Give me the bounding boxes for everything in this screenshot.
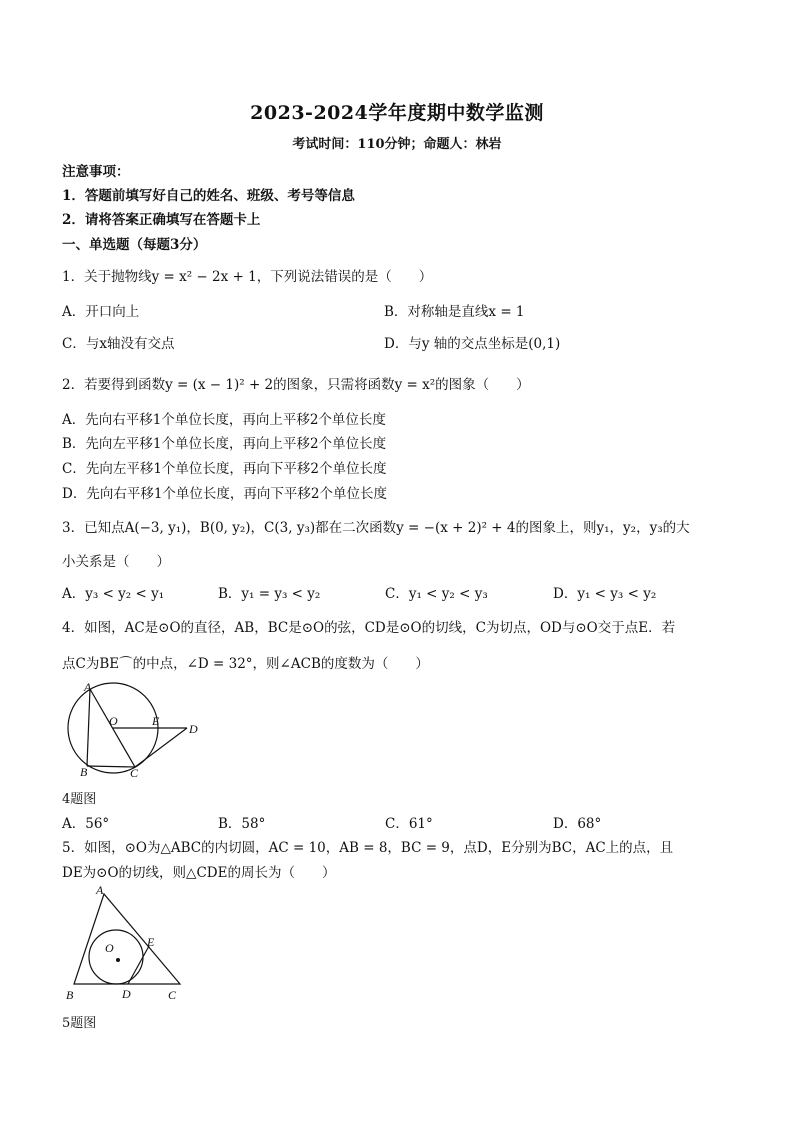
question-5-stem-cont: DE为⊙O的切线，则△CDE的周长为（ ） bbox=[62, 865, 336, 881]
q2-option-a: A．先向右平移1个单位长度，再向上平移2个单位长度 bbox=[62, 412, 386, 428]
q4-figure-caption: 4题图 bbox=[62, 792, 97, 807]
label-e: E bbox=[152, 714, 160, 728]
q4-option-b: B．58° bbox=[218, 816, 266, 832]
q5-incircle-figure bbox=[62, 884, 192, 1006]
q1-option-b: B．对称轴是直线x = 1 bbox=[384, 304, 525, 320]
exam-subtitle: 考试时间：110分钟；命题人：林岩 bbox=[292, 137, 502, 152]
label-a: A bbox=[96, 884, 104, 897]
question-3-stem: 3．已知点A(−3, y₁)，B(0, y₂)，C(3, y₃)都在二次函数y = −(x + 2)² + 4的图象上，则y₁，y₂，y₃的大 bbox=[62, 520, 690, 536]
section-heading: 一、单选题（每题3分） bbox=[62, 237, 207, 253]
q2-option-c: C．先向左平移1个单位长度，再向下平移2个单位长度 bbox=[62, 461, 387, 477]
question-4-stem: 4．如图，AC是⊙O的直径，AB，BC是⊙O的弦，CD是⊙O的切线，C为切点，OD与⊙O交于点E．若 bbox=[62, 620, 676, 636]
label-o: O bbox=[109, 714, 118, 728]
q2-option-d: D．先向右平移1个单位长度，再向下平移2个单位长度 bbox=[62, 486, 388, 502]
question-1-stem: 1．关于抛物线y = x² − 2x + 1，下列说法错误的是（ ） bbox=[62, 269, 433, 285]
note-item: 2．请将答案正确填写在答题卡上 bbox=[62, 212, 261, 228]
q5-figure-caption: 5题图 bbox=[62, 1016, 97, 1031]
q1-option-c: C．与x轴没有交点 bbox=[62, 336, 175, 352]
q3-option-b: B．y₁ = y₃ < y₂ bbox=[218, 586, 321, 602]
label-d: D bbox=[122, 987, 131, 1001]
q4-option-d: D．68° bbox=[553, 816, 602, 832]
q3-option-c: C．y₁ < y₂ < y₃ bbox=[385, 586, 488, 602]
q4-option-c: C．61° bbox=[385, 816, 433, 832]
label-o: O bbox=[105, 941, 114, 955]
note-item: 1．答题前填写好自己的姓名、班级、考号等信息 bbox=[62, 188, 355, 204]
notes-heading: 注意事项： bbox=[62, 164, 130, 180]
label-d: D bbox=[189, 722, 198, 736]
q1-option-a: A．开口向上 bbox=[62, 304, 140, 320]
question-4-stem-cont: 点C为BE⌒的中点，∠D = 32°，则∠ACB的度数为（ ） bbox=[62, 656, 429, 672]
q2-option-b: B．先向左平移1个单位长度，再向上平移2个单位长度 bbox=[62, 436, 387, 452]
q4-circle-figure bbox=[62, 678, 212, 790]
label-a: A bbox=[84, 680, 92, 694]
label-c: C bbox=[130, 766, 139, 780]
label-b: B bbox=[80, 765, 88, 779]
q4-option-a: A．56° bbox=[62, 816, 110, 832]
label-e: E bbox=[147, 935, 155, 949]
question-3-stem-cont: 小关系是（ ） bbox=[62, 554, 170, 570]
question-2-stem: 2．若要得到函数y = (x − 1)² + 2的图象，只需将函数y = x²的图象（ ） bbox=[62, 377, 530, 393]
q3-option-d: D．y₁ < y₃ < y₂ bbox=[553, 586, 657, 602]
label-b: B bbox=[66, 988, 74, 1002]
q3-option-a: A．y₃ < y₂ < y₁ bbox=[62, 586, 165, 602]
question-5-stem: 5．如图，⊙O为△ABC的内切圆，AC = 10，AB = 8，BC = 9，点D，E分别为BC，AC上的点，且 bbox=[62, 840, 674, 856]
q1-option-d: D．与y 轴的交点坐标是(0,1) bbox=[384, 336, 561, 352]
exam-title: 2023-2024学年度期中数学监测 bbox=[250, 102, 544, 124]
label-c: C bbox=[168, 988, 177, 1002]
